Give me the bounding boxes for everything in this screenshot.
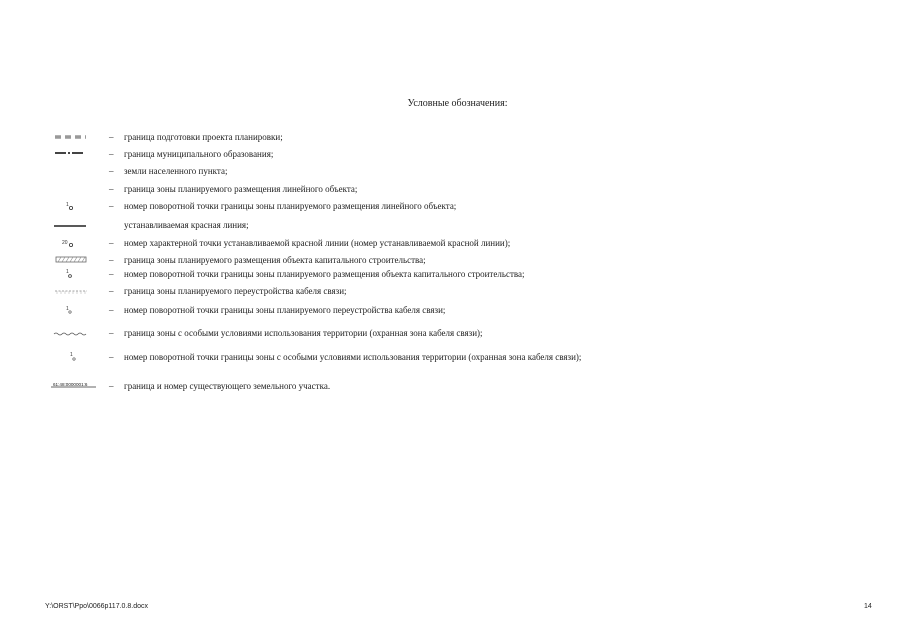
legend-dash: – [109, 269, 114, 279]
land-plot-icon [50, 379, 92, 393]
cable-rework-point-icon [50, 303, 92, 317]
legend-text: граница муниципального образования; [124, 149, 274, 159]
point-label: 1 [70, 352, 73, 358]
hatched-zone-icon [50, 253, 92, 267]
legend-item [0, 284, 905, 298]
legend-text: граница подготовки проекта планировки; [124, 132, 283, 142]
gray-dashed-line-icon [50, 130, 92, 144]
legend-dash: – [109, 238, 114, 248]
legend-dash: – [109, 352, 114, 362]
cable-rework-zone-icon [50, 284, 92, 298]
point-label: 1 [66, 269, 69, 275]
linear-object-zone-icon [50, 182, 92, 196]
legend-item [0, 350, 905, 364]
legend-dash: – [109, 255, 114, 265]
legend-dash: – [109, 381, 114, 391]
legend-item [0, 218, 905, 232]
legend-dash: – [109, 184, 114, 194]
legend-item [0, 303, 905, 317]
legend-item [0, 236, 905, 250]
capital-point-icon [50, 267, 92, 281]
legend-text: граница зоны планируемого размещения линейного объекта; [124, 184, 358, 194]
legend-dash: – [109, 201, 114, 211]
wavy-line-icon [50, 326, 92, 340]
legend-dash: – [109, 328, 114, 338]
legend-text: граница зоны с особыми условиями использования территории (охранная зона кабеля связи); [124, 328, 483, 338]
legend-item [0, 147, 905, 161]
page-number: 14 [864, 603, 872, 610]
turning-point-icon [50, 199, 92, 213]
legend-heading: Условные обозначения: [407, 98, 508, 109]
legend-item [0, 326, 905, 340]
legend-text: земли населенного пункта; [124, 166, 228, 176]
dash-dot-line-icon [50, 147, 92, 161]
legend-dash: – [109, 166, 114, 176]
red-line-icon [50, 218, 92, 232]
legend-text: номер поворотной точки границы зоны планируемого переустройства кабеля связи; [124, 305, 446, 315]
legend-text: устанавливаемая красная линия; [124, 220, 249, 230]
legend-dash: – [109, 149, 114, 159]
legend-dash: – [109, 305, 114, 315]
legend-dash: – [109, 132, 114, 142]
legend-item [0, 199, 905, 213]
legend-text: граница зоны планируемого переустройства кабеля связи; [124, 286, 347, 296]
legend-text: номер поворотной точки границы зоны планируемого размещения объекта капитального строительства; [124, 269, 525, 279]
legend-text: номер поворотной точки границы зоны с особыми условиями использования территории (охранная зона кабеля связи); [124, 352, 582, 362]
legend-text: номер характерной точки устанавливаемой красной линии (номер устанавливаемой красной линии); [124, 238, 511, 248]
legend-item [0, 182, 905, 196]
red-line-point-icon [50, 236, 92, 250]
land-plot-number: 61:48:0000001:6 [53, 382, 88, 387]
file-path: Y:\ORST\Ppo\0066p117.0.8.docx [45, 603, 148, 610]
legend-item [0, 379, 905, 393]
legend-text: граница зоны планируемого размещения объекта капитального строительства; [124, 255, 426, 265]
legend-item [0, 130, 905, 144]
legend-text: граница и номер существующего земельного участка. [124, 381, 331, 391]
point-label: 1 [66, 202, 69, 208]
legend-dash: – [109, 286, 114, 296]
point-label: 20 [62, 240, 68, 246]
legend-item [0, 267, 905, 281]
legend-item [0, 253, 905, 267]
protected-zone-point-icon [50, 350, 92, 364]
legend-text: номер поворотной точки границы зоны планируемого размещения линейного объекта; [124, 201, 457, 211]
legend-item [0, 164, 905, 178]
point-label: 1 [66, 306, 69, 312]
settlement-lands-icon [50, 164, 92, 178]
